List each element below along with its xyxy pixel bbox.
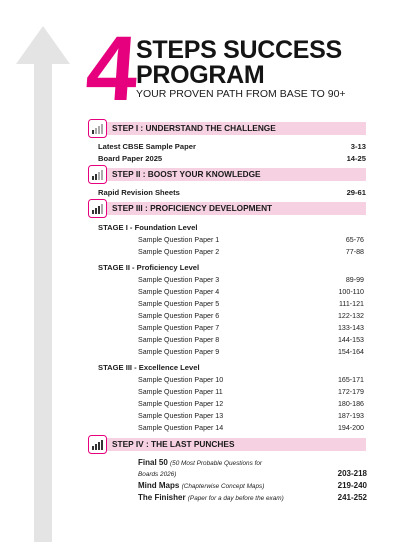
item-pages: 14-25 bbox=[346, 154, 366, 163]
step-3-label: STEP III : PROFICIENCY DEVELOPMENT bbox=[112, 203, 273, 213]
step-4-label: STEP IV : THE LAST PUNCHES bbox=[112, 439, 235, 449]
list-item bbox=[0, 468, 400, 480]
item-title: The Finisher bbox=[138, 493, 186, 502]
list-item bbox=[0, 153, 400, 165]
item-pages: 77-88 bbox=[345, 248, 364, 256]
item-title: Latest CBSE Sample Paper bbox=[98, 142, 196, 151]
item-pages: 194-200 bbox=[337, 424, 364, 432]
list-item bbox=[0, 234, 400, 246]
item-title-group bbox=[138, 492, 284, 505]
item-pages: 165-171 bbox=[337, 376, 364, 384]
item-pages: 100-110 bbox=[338, 288, 364, 296]
item-pages: 133-143 bbox=[337, 324, 364, 332]
signal-bars-4-icon bbox=[88, 435, 107, 454]
item-title: Final 50 bbox=[138, 458, 168, 467]
item-pages: 111-121 bbox=[339, 300, 364, 308]
list-item bbox=[0, 480, 400, 492]
big-number-four bbox=[82, 17, 142, 120]
list-item bbox=[0, 398, 400, 410]
item-title: Board Paper 2025 bbox=[98, 154, 163, 163]
stage-title: STAGE I - Foundation Level bbox=[98, 223, 198, 232]
stage-title: STAGE III - Excellence Level bbox=[98, 363, 200, 372]
item-title: Sample Question Paper 1 bbox=[138, 236, 220, 244]
step-1-label: STEP I : UNDERSTAND THE CHALLENGE bbox=[112, 123, 276, 133]
step-2-label: STEP II : BOOST YOUR KNOWLEDGE bbox=[112, 169, 261, 179]
list-item bbox=[0, 346, 400, 358]
list-item bbox=[0, 322, 400, 334]
step-1-bar bbox=[88, 122, 366, 135]
signal-bars-3-icon bbox=[88, 199, 107, 218]
item-title: Sample Question Paper 9 bbox=[138, 348, 220, 356]
item-title: Sample Question Paper 8 bbox=[138, 336, 220, 344]
list-item bbox=[0, 492, 400, 504]
list-item bbox=[0, 386, 400, 398]
list-item bbox=[0, 374, 400, 386]
list-item bbox=[0, 187, 400, 199]
list-item bbox=[0, 422, 400, 434]
item-note: (50 Most Probable Questions for bbox=[170, 460, 263, 467]
item-pages: 122-132 bbox=[337, 312, 364, 320]
list-item bbox=[0, 298, 400, 310]
svg-text:4: 4 bbox=[82, 17, 142, 120]
stage-title: STAGE II - Proficiency Level bbox=[98, 263, 200, 272]
item-pages: 219-240 bbox=[337, 481, 367, 490]
item-title: Sample Question Paper 3 bbox=[138, 276, 220, 284]
item-title: Mind Maps bbox=[138, 481, 180, 490]
list-item bbox=[0, 286, 400, 298]
title-line-2: PROGRAM bbox=[136, 61, 265, 89]
item-pages: 3-13 bbox=[350, 142, 366, 151]
list-item bbox=[0, 310, 400, 322]
list-item bbox=[0, 334, 400, 346]
item-title: Rapid Revision Sheets bbox=[98, 188, 180, 197]
step-2-bar bbox=[88, 168, 366, 181]
item-note: Boards 2026) bbox=[138, 471, 177, 478]
item-pages: 144-153 bbox=[337, 336, 364, 344]
item-note: (Chapterwise Concept Maps) bbox=[181, 483, 265, 490]
list-item bbox=[0, 274, 400, 286]
item-title: Sample Question Paper 4 bbox=[138, 288, 220, 296]
item-title: Sample Question Paper 14 bbox=[138, 424, 224, 432]
item-pages: 172-179 bbox=[337, 388, 364, 396]
item-title: Sample Question Paper 6 bbox=[138, 312, 220, 320]
list-item bbox=[0, 246, 400, 258]
step-3-bar bbox=[88, 202, 366, 215]
item-title: Sample Question Paper 13 bbox=[138, 412, 224, 420]
item-pages: 154-164 bbox=[337, 348, 364, 356]
subtitle: YOUR PROVEN PATH FROM BASE TO 90+ bbox=[136, 88, 346, 100]
item-pages: 241-252 bbox=[337, 493, 367, 502]
title-line-1: STEPS SUCCESS bbox=[136, 36, 342, 64]
item-title: Sample Question Paper 7 bbox=[138, 324, 220, 332]
item-pages: 29-61 bbox=[346, 188, 366, 197]
list-item bbox=[0, 410, 400, 422]
item-title: Sample Question Paper 10 bbox=[138, 376, 224, 384]
list-item bbox=[0, 141, 400, 153]
item-pages: 89-99 bbox=[345, 276, 364, 284]
step-4-bar bbox=[88, 438, 366, 451]
item-pages: 187-193 bbox=[337, 412, 364, 420]
stage-heading bbox=[0, 222, 400, 234]
item-title: Sample Question Paper 11 bbox=[138, 388, 223, 396]
stage-heading bbox=[0, 262, 400, 274]
signal-bars-2-icon bbox=[88, 165, 107, 184]
item-title: Sample Question Paper 2 bbox=[138, 248, 220, 256]
item-pages: 180-186 bbox=[337, 400, 364, 408]
item-pages: 65-76 bbox=[345, 236, 364, 244]
item-title: Sample Question Paper 5 bbox=[138, 300, 220, 308]
signal-bars-1-icon bbox=[88, 119, 107, 138]
stage-heading bbox=[0, 362, 400, 374]
item-note: (Paper for a day before the exam) bbox=[187, 495, 284, 502]
item-pages: 203-218 bbox=[337, 469, 367, 478]
item-title: Sample Question Paper 12 bbox=[138, 400, 224, 408]
